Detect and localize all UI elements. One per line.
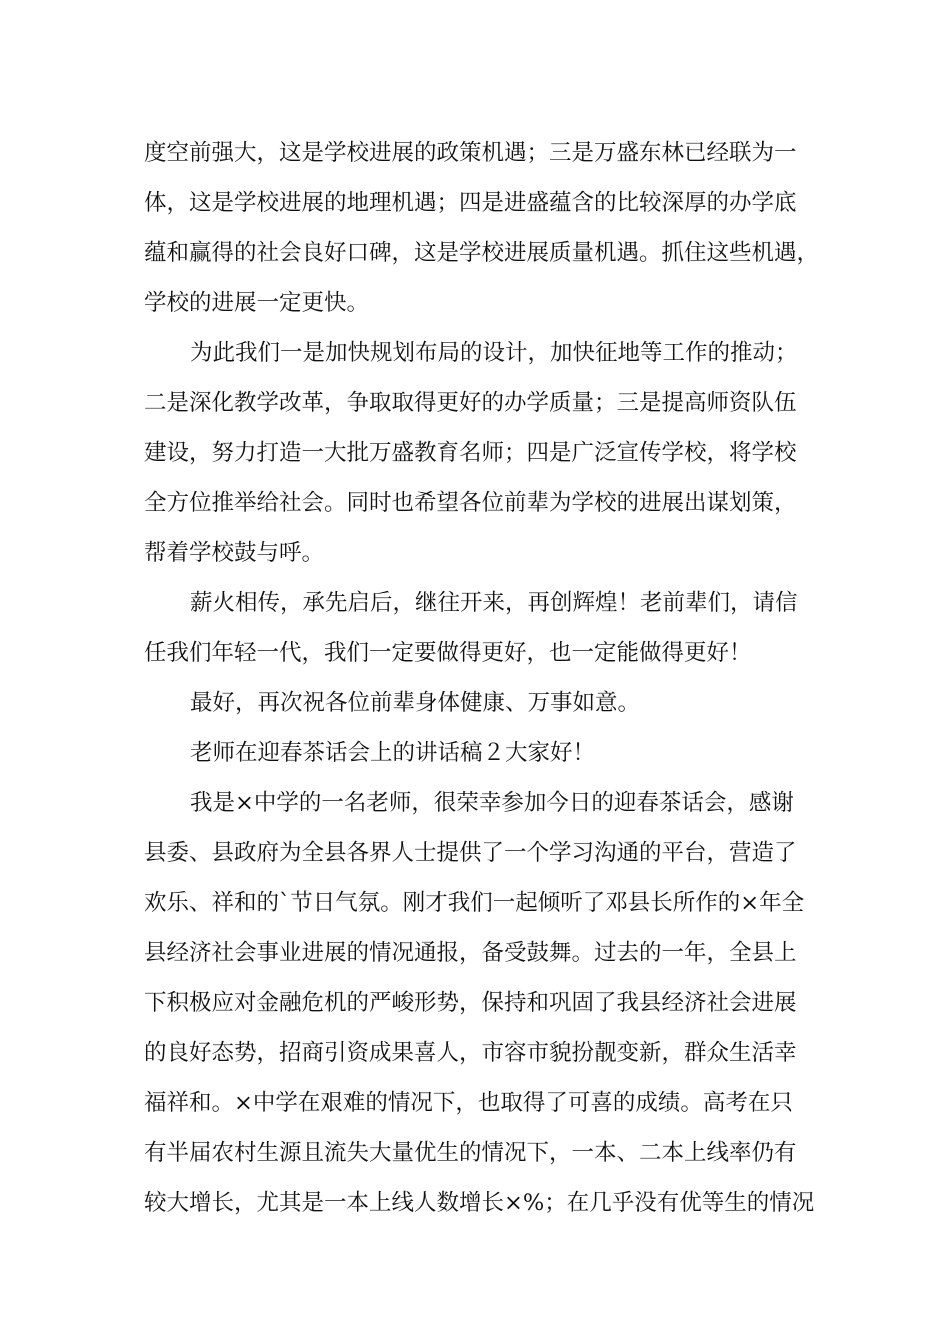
text-line: 薪火相传，承先启后，继往开来，再创辉煌！老前辈们，请信 [190,590,798,616]
text-line: 度空前强大，这是学校进展的政策机遇；三是万盛东林已经联为一 [144,140,797,166]
text-line: 体，这是学校进展的地理机遇；四是进盛蕴含的比较深厚的办学底 [144,190,797,216]
text-line: 下积极应对金融危机的严峻形势，保持和巩固了我县经济社会进展 [144,990,797,1016]
paragraph [144,678,824,728]
paragraph [144,778,824,1228]
text-line: 任我们年轻一代，我们一定要做得更好，也一定能做得更好！ [144,640,752,666]
paragraph [144,728,824,778]
paragraph [144,578,824,678]
text-line: 县经济社会事业进展的情况通报，备受鼓舞。过去的一年，全县上 [144,940,797,966]
document-page [144,128,824,1228]
text-line: 县委、县政府为全县各界人士提供了一个学习沟通的平台，营造了 [144,840,797,866]
text-line: 学校的进展一定更快。 [144,290,370,316]
text-line: 较大增长，尤其是一本上线人数增长×%；在几乎没有优等生的情况 [144,1190,815,1216]
text-line: 全方位推举给社会。同时也希望各位前辈为学校的进展出谋划策， [144,490,797,516]
paragraph [144,328,824,578]
text-line: 建设，努力打造一大批万盛教育名师；四是广泛宣传学校，将学校 [144,440,797,466]
paragraph [144,128,824,328]
text-line: 的良好态势，招商引资成果喜人，市容市貌扮靓变新，群众生活幸 [144,1040,797,1066]
text-line: 老师在迎春茶话会上的讲话稿２大家好！ [190,740,596,766]
text-line: 有半届农村生源且流失大量优生的情况下，一本、二本上线率仍有 [144,1140,797,1166]
text-line: 帮着学校鼓与呼。 [144,540,325,566]
text-line: 欢乐、祥和的`节日气氛。刚才我们一起倾听了邓县长所作的×年全 [144,890,805,916]
text-line: 二是深化教学改革，争取取得更好的办学质量；三是提高师资队伍 [144,390,797,416]
text-line: 蕴和赢得的社会良好口碑，这是学校进展质量机遇。抓住这些机遇， [144,240,820,266]
text-line: 我是×中学的一名老师，很荣幸参加今日的迎春茶话会，感谢 [190,790,794,816]
text-line: 为此我们一是加快规划布局的设计，加快征地等工作的推动； [190,340,798,366]
text-line: 最好，再次祝各位前辈身体健康、万事如意。 [190,690,641,716]
text-line: 福祥和。×中学在艰难的情况下，也取得了可喜的成绩。高考在只 [144,1090,793,1116]
